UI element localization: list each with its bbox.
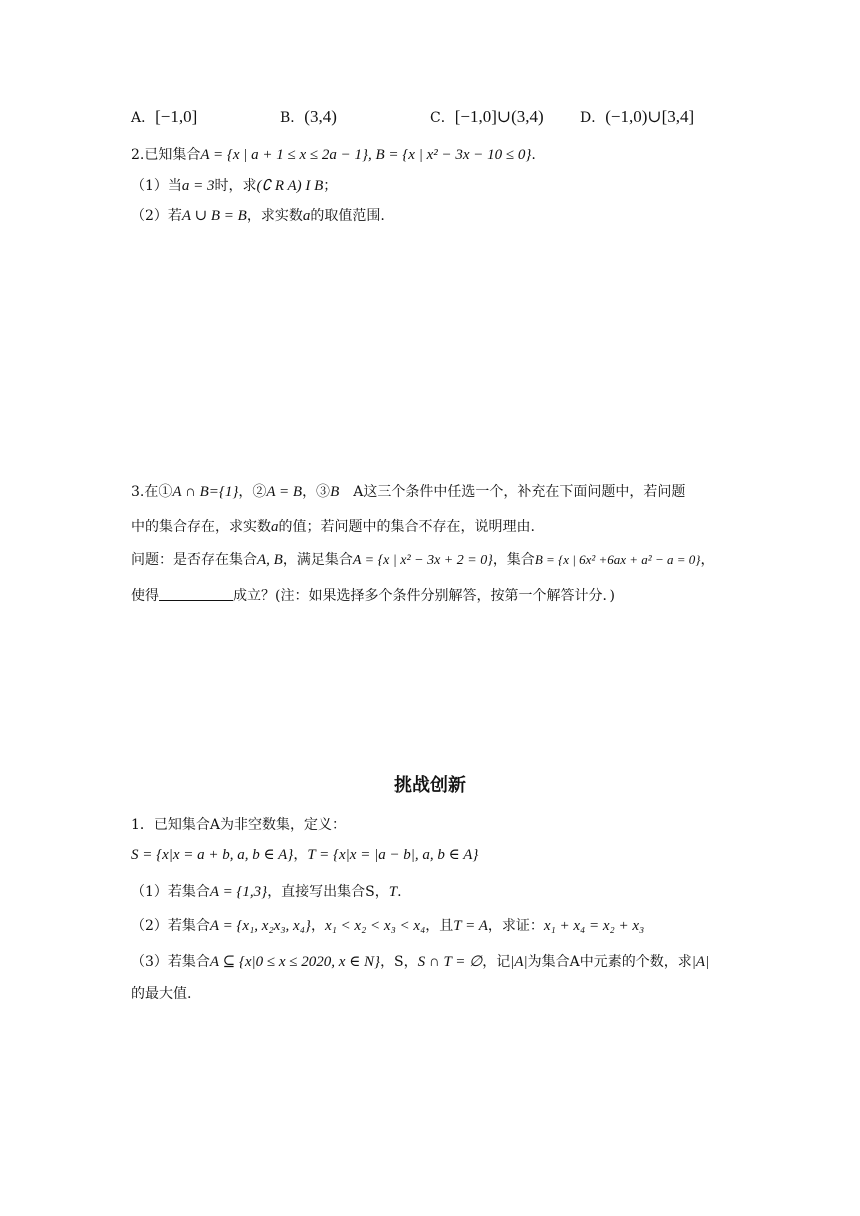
part-2-condition: A ∪ B = B bbox=[181, 208, 247, 224]
part-1-condition: a = 3 bbox=[181, 178, 215, 194]
p3-condition-2: A = B bbox=[266, 484, 303, 500]
c1-p2-claim: x₁ + x₄ = x₂ + x₃ bbox=[543, 918, 645, 934]
c1-p1-prefix: （1）若集合 bbox=[131, 884, 210, 900]
p3-l3-suffix: ， bbox=[700, 552, 715, 568]
p3-l3-prefix: 问题：是否存在集合 bbox=[131, 552, 257, 568]
c1-p3-empty: S ∩ T = ∅ bbox=[417, 954, 483, 970]
choice-b-math: (3,4) bbox=[304, 107, 337, 126]
problem-2-prefix: 2.已知集合 bbox=[131, 147, 201, 163]
challenge-1-line-1: 1．已知集合A为非空数集，定义： bbox=[131, 817, 347, 833]
p3-set-b: B = {x | 6x² +6ax + a² − a = 0} bbox=[534, 552, 701, 567]
challenge-1-part-2 bbox=[131, 916, 644, 936]
p3-prefix: 3.在① bbox=[131, 484, 173, 500]
part-1-expression: (∁ R A) I B bbox=[256, 178, 324, 194]
c1-p3-desc: 为集合A中元素的个数，求 bbox=[527, 954, 692, 970]
choice-a-label: A． bbox=[131, 110, 156, 126]
c1-p3-subset: A ⊆ {x|0 ≤ x ≤ 2020, x ∈ N} bbox=[209, 954, 381, 970]
c1-p3-sep: ，S， bbox=[380, 954, 418, 970]
part-1-suffix: ； bbox=[323, 178, 338, 194]
set-s-definition: S = {x|x = a + b, a, b ∈ A} bbox=[131, 847, 294, 863]
p3-l2-suffix: 的值；若问题中的集合不存在，说明理由. bbox=[278, 519, 535, 535]
choice-c bbox=[430, 106, 544, 129]
p3-l3-mid: ，满足集合 bbox=[282, 552, 353, 568]
part-1-mid: 时，求 bbox=[214, 178, 257, 194]
problem-3-line-3 bbox=[131, 550, 714, 571]
p3-condition-3: B bbox=[330, 484, 340, 500]
c1-p2-order: x₁ < x₂ < x₃ < x₄ bbox=[324, 918, 426, 934]
problem-2-part-2 bbox=[131, 206, 385, 226]
choice-d bbox=[580, 106, 694, 129]
p3-l4-suffix: 成立？(注：如果选择多个条件分别解答，按第一个解答计分．) bbox=[233, 588, 615, 604]
choice-d-label: D． bbox=[580, 110, 606, 126]
set-t-definition: T = {x|x = |a − b|, a, b ∈ A} bbox=[307, 847, 479, 863]
c1-p3-note: ，记 bbox=[482, 954, 511, 970]
c1-p2-and: ，且 bbox=[425, 918, 454, 934]
challenge-1-line-2 bbox=[131, 845, 478, 865]
p3-set-a: A = {x | x² − 3x + 2 = 0} bbox=[352, 553, 493, 568]
c1-p3-card: |A| bbox=[510, 954, 528, 970]
p3-l4-prefix: 使得 bbox=[131, 588, 159, 604]
choice-d-math: (−1,0)∪[3,4] bbox=[605, 107, 695, 126]
choice-c-math: [−1,0]∪(3,4) bbox=[454, 107, 544, 126]
c1-p1-t: T bbox=[388, 884, 398, 900]
c1-l2-sep: ， bbox=[293, 847, 308, 863]
p3-variable: a bbox=[271, 519, 279, 535]
c1-p3-card-2: |A| bbox=[691, 954, 710, 970]
c1-p2-prove: ，求证： bbox=[487, 918, 544, 934]
p3-condition-1: A ∩ B={1} bbox=[172, 484, 239, 500]
part-2-variable: a bbox=[302, 208, 311, 224]
part-1-prefix: （1）当 bbox=[131, 178, 182, 194]
choice-b-label: B． bbox=[280, 110, 305, 126]
p3-sets: A, B bbox=[257, 552, 283, 568]
challenge-1-part-3 bbox=[131, 952, 709, 972]
problem-2-suffix: . bbox=[531, 147, 536, 163]
choice-b bbox=[280, 106, 337, 129]
choice-a-math: [−1,0] bbox=[155, 107, 198, 126]
p3-l2-prefix: 中的集合存在，求实数 bbox=[131, 519, 271, 535]
c1-p2-sep: ， bbox=[310, 918, 325, 934]
problem-2-stem bbox=[131, 145, 536, 165]
problem-2-sets: A = {x | a + 1 ≤ x ≤ 2a − 1}, B = {x | x² − 3x − 10 ≤ 0} bbox=[200, 147, 532, 163]
section-heading: 挑战创新 bbox=[394, 775, 466, 796]
c1-p3-prefix: （3）若集合 bbox=[131, 954, 210, 970]
choice-a bbox=[131, 106, 197, 129]
choice-c-label: C． bbox=[430, 110, 455, 126]
problem-3-line-2 bbox=[131, 517, 535, 537]
problem-3-line-4 bbox=[131, 586, 615, 606]
p3-sep-2: ，② bbox=[238, 484, 267, 500]
problem-2-part-1 bbox=[131, 176, 337, 196]
p3-l3-mid-2: ，集合 bbox=[492, 552, 535, 568]
part-2-suffix: 的取值范围. bbox=[310, 208, 385, 224]
c1-p1-set: A = {1,3} bbox=[209, 884, 268, 900]
p3-sep-3: ，③ bbox=[302, 484, 331, 500]
challenge-1-line-6: 的最大值. bbox=[131, 986, 192, 1002]
answer-blank bbox=[159, 586, 233, 601]
c1-p1-suffix: . bbox=[397, 884, 402, 900]
p3-line-1-rest: A这三个条件中任选一个，补充在下面问题中，若问题 bbox=[339, 484, 686, 500]
c1-p2-set: A = {x₁, x₂x₃, x₄} bbox=[209, 918, 311, 934]
challenge-1-part-1 bbox=[131, 882, 402, 902]
part-2-prefix: （2）若 bbox=[131, 208, 182, 224]
problem-3-line-1 bbox=[131, 482, 685, 502]
c1-p1-mid: ，直接写出集合S， bbox=[267, 884, 389, 900]
part-2-mid: ，求实数 bbox=[246, 208, 303, 224]
c1-p2-condition: T = A bbox=[453, 918, 488, 934]
c1-p2-prefix: （2）若集合 bbox=[131, 918, 210, 934]
